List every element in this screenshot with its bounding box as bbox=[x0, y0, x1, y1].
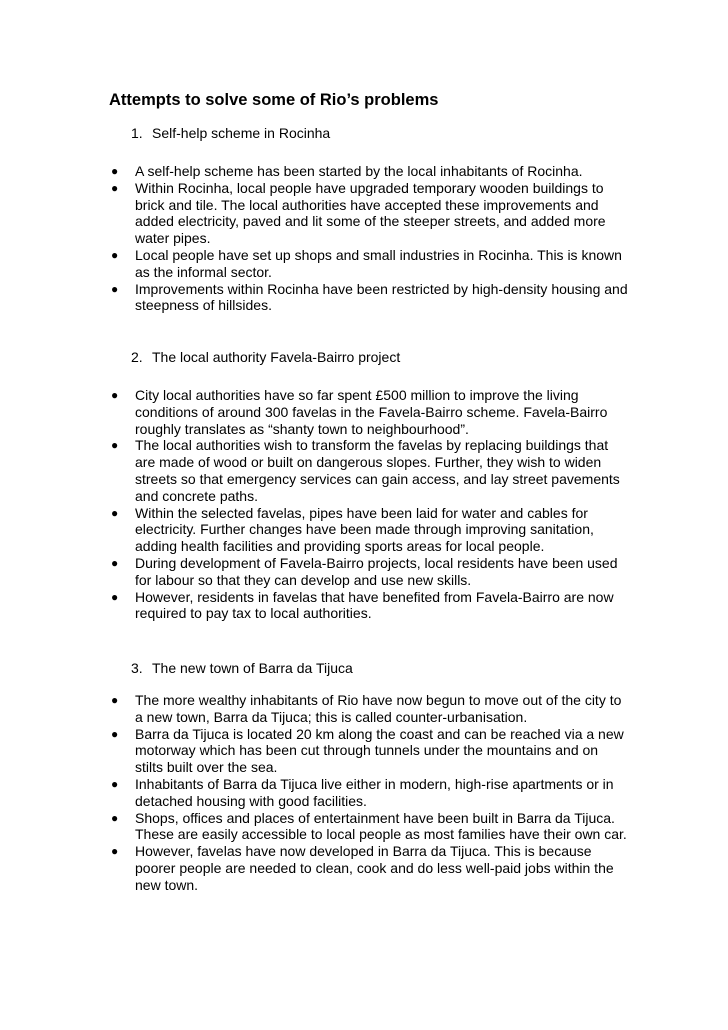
bullet-icon: ● bbox=[111, 180, 119, 195]
bullet-icon: ● bbox=[111, 810, 119, 825]
list-item: ● A self-help scheme has been started by the local inhabitants of Rocinha. bbox=[111, 163, 583, 179]
bullet-icon: ● bbox=[111, 438, 119, 453]
section-number: 1. bbox=[131, 125, 143, 141]
bullet-icon: ● bbox=[111, 776, 119, 791]
section-heading-text: The local authority Favela-Bairro project bbox=[152, 349, 401, 365]
list-item: ● The more wealthy inhabitants of Rio have now begun to move out of the city to a new town, Barra da Tijuca; this is called counter-urbanisation. bbox=[111, 692, 622, 725]
list-item: ● The local authorities wish to transform the favelas by replacing buildings that are made of wood or built on dangerous slopes. Further, they wish to widen streets so that emergency services can gain access, and lay street pavements and concrete paths. bbox=[111, 437, 620, 504]
section-heading bbox=[131, 348, 400, 366]
bullet-icon: ● bbox=[111, 555, 119, 570]
list-item: ● Improvements within Rocinha have been restricted by high-density housing and steepness of hillsides. bbox=[111, 280, 628, 314]
list-item: ● Shops, offices and places of entertainment have been built in Barra da Tijuca. These are easily accessible to local people as most families have their own car. bbox=[111, 809, 627, 843]
list-item: ● Inhabitants of Barra da Tijuca live either in modern, high-rise apartments or in detached housing with good facilities. bbox=[111, 775, 614, 809]
list-item: ● During development of Favela-Bairro projects, local residents have been used for labour so that they can develop and use new skills. bbox=[111, 554, 618, 588]
bullet-icon: ● bbox=[111, 388, 119, 402]
bullet-icon: ● bbox=[111, 164, 119, 178]
bullet-list bbox=[109, 387, 629, 622]
bullet-icon: ● bbox=[111, 281, 119, 296]
bullet-icon: ● bbox=[111, 589, 119, 604]
section-number: 3. bbox=[131, 660, 143, 676]
bullet-icon: ● bbox=[111, 726, 119, 741]
bullet-icon: ● bbox=[111, 693, 119, 707]
list-item: ● However, residents in favelas that have benefited from Favela-Bairro are now required to pay tax to local authorities. bbox=[111, 588, 614, 622]
section-number: 2. bbox=[131, 349, 143, 365]
bullet-list bbox=[109, 692, 629, 894]
section-heading-text: Self-help scheme in Rocinha bbox=[152, 125, 331, 141]
bullet-icon: ● bbox=[111, 247, 119, 262]
section-heading bbox=[131, 659, 353, 677]
section-heading bbox=[131, 124, 330, 142]
bullet-icon: ● bbox=[111, 844, 119, 859]
section-heading-text: The new town of Barra da Tijuca bbox=[152, 660, 353, 676]
bullet-icon: ● bbox=[111, 505, 119, 520]
list-item: ● Local people have set up shops and small industries in Rocinha. This is known as the informal sector. bbox=[111, 246, 622, 280]
list-item: ● Within Rocinha, local people have upgraded temporary wooden buildings to brick and tile. The local authorities have accepted these improvements and added electricity, paved and lit some of the steeper streets, and added more water pipes. bbox=[111, 179, 606, 247]
page-title: Attempts to solve some of Rio’s problems bbox=[109, 91, 439, 109]
list-item: ● However, favelas have now developed in Barra da Tijuca. This is because poorer people are needed to clean, cook and do less well-paid jobs within the new town. bbox=[111, 843, 614, 893]
list-item: ● Within the selected favelas, pipes have been laid for water and cables for electricity. Further changes have been made through improving sanitation, adding health facilities and providing sports areas for local people. bbox=[111, 504, 594, 555]
list-item: ● Barra da Tijuca is located 20 km along the coast and can be reached via a new motorway which has been cut through tunnels under the mountains and on stilts built over the sea. bbox=[111, 725, 624, 776]
bullet-list bbox=[109, 163, 629, 314]
list-item: ● City local authorities have so far spent £500 million to improve the living conditions of around 300 favelas in the Favela-Bairro scheme. Favela-Bairro roughly translates as “shanty town to neighbourhood”. bbox=[111, 387, 608, 437]
